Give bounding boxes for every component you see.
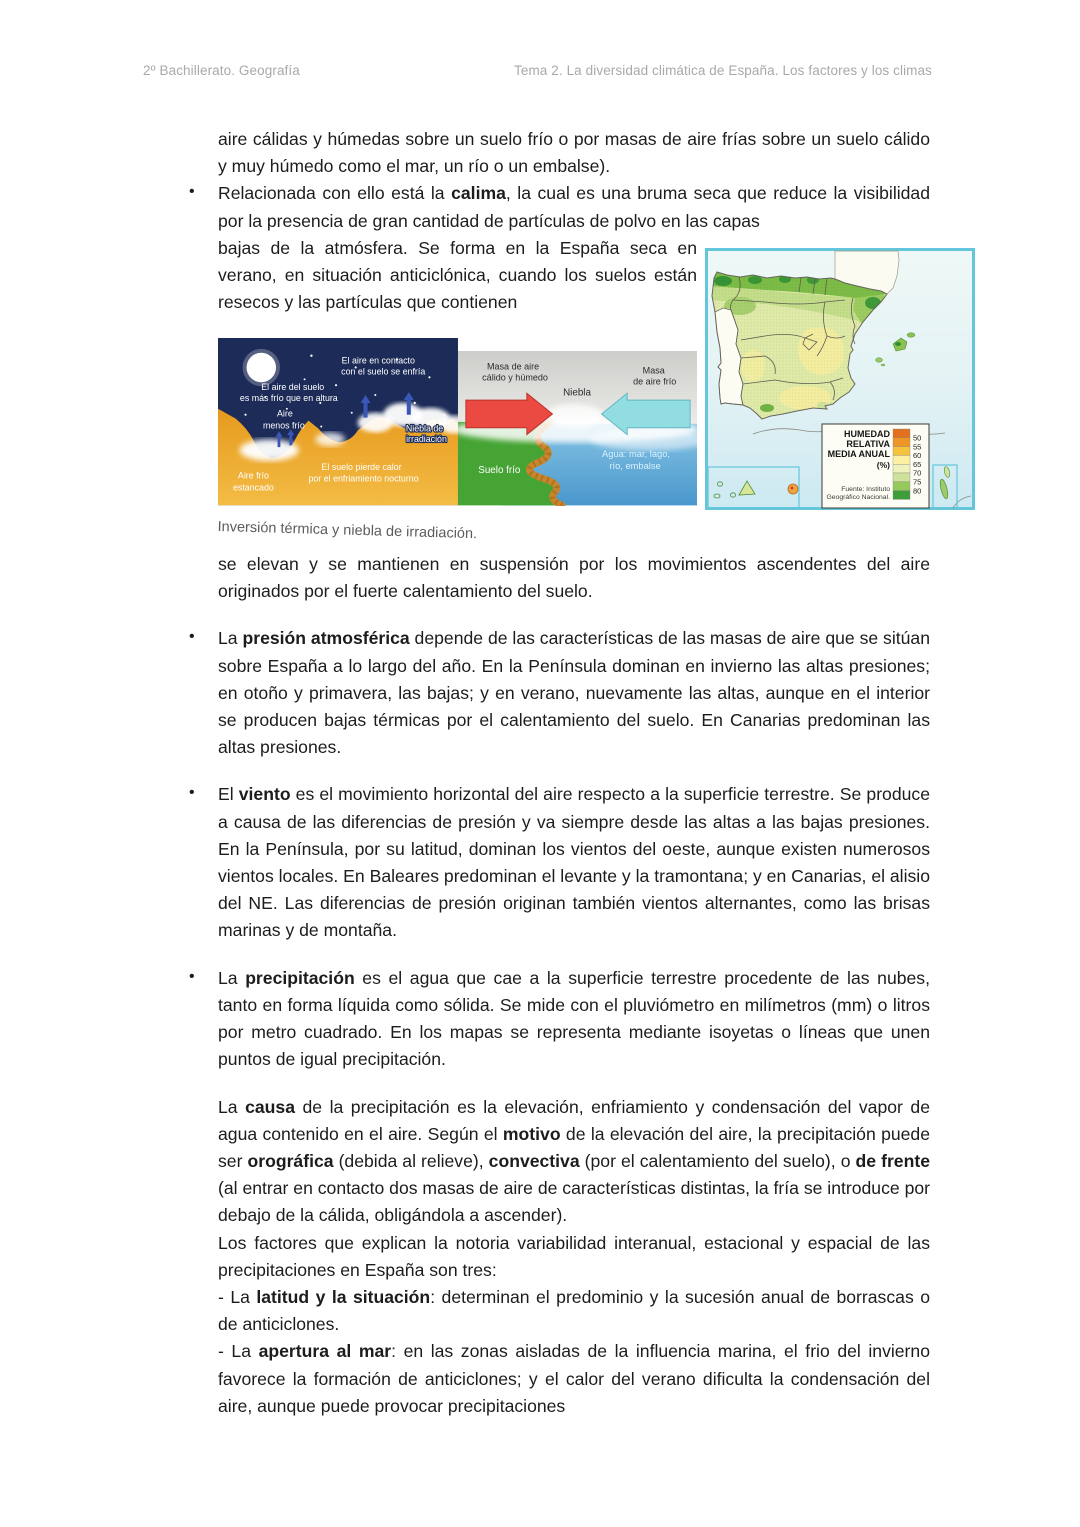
label-cold-2: estancado [233,482,274,493]
diagram-row [218,338,697,505]
svg-text:55: 55 [913,442,922,452]
bullet-viento [189,781,930,944]
legend-source-line2: Geográfico Nacional. [826,493,890,501]
label-cold-2: de aire frío [633,376,677,387]
header-left: 2º Bachillerato. Geografía [143,63,300,78]
spain-humidity-map [705,248,975,510]
svg-text:50: 50 [913,433,922,443]
document-body [189,126,930,1420]
factor-latitud: - La latitud y la situación: determinan el predominio y la sucesión anual de borrascas o de anticiclones. [218,1286,930,1335]
bullet-precipitacion [189,965,930,1074]
page-header [143,63,932,78]
label-less-2: menos frío [263,420,305,431]
bullet-calima [189,180,930,605]
label-soil-1: El suelo pierde calor [321,462,402,473]
label-suelo-frio: Suelo frío [478,465,521,477]
inversion-figure [218,338,458,505]
label-niebla: Niebla [563,387,591,399]
label-sky-2: con el suelo se enfría [341,366,426,377]
presion-text: La presión atmosférica depende de las características de las masas de aire que se sitúan sobre España a lo largo del año. En la Península dominan en invierno las altas presiones; en otoño y primavera, las bajas; y en verano, nuevamente las altas, aunque en el interior se producen bajas térmicas por el calentamiento del suelo. En Canarias predominan las altas presiones. [218,628,930,758]
thermal-inversion-diagram [218,338,458,505]
svg-text:80: 80 [913,486,922,496]
legend-title-line2: RELATIVA [846,438,890,449]
legend-source-line1: Fuente: Instituto [841,485,890,493]
legend-color-ramp [893,429,910,499]
water-labels [602,450,670,472]
map-legend [822,424,929,508]
bullet-presion [189,625,930,761]
label-air-1: El aire del suelo [261,382,325,393]
label-agua-1: Agua: mar, lago, [602,449,670,460]
calima-text-1: Relacionada con ello está la calima, la cual es una bruma seca que reduce la visibilidad por la presencia de gran cantidad de partículas de polvo en las capas [218,183,930,231]
header-right: Tema 2. La diversidad climática de España. Los factores y los climas [514,63,932,78]
label-cold-1: Masa [642,366,665,377]
label-agua-2: río, embalse [609,461,661,472]
bullet-marker: • [189,628,195,646]
svg-text:75: 75 [913,477,922,487]
bullet-marker: • [189,183,195,201]
precipitacion-text: La precipitación es el agua que cae a la superficie terrestre procedente de las nubes, tanto en forma líquida como sólida. Se mide con el pluviómetro en milímetros (mm) o litros por metro cuadrado. En los mapas se representa mediante isoyetas o líneas que unen puntos de igual precipitación. [218,967,930,1070]
label-sky-1: El aire en contacto [341,355,415,366]
legend-title-line1: HUMEDAD [844,428,890,439]
legend-values [913,433,921,495]
legend-title-line3: MEDIA ANUAL [827,448,890,459]
label-cold-1: Aire frío [237,471,269,482]
label-less-1: Aire [277,409,293,420]
label-air-2: es más frío que en altura [239,393,338,404]
bullet-marker: • [189,784,195,802]
calima-continuation: se elevan y se mantienen en suspensión por los movimientos ascendentes del aire originados por el fuerte calentamiento del suelo. [218,554,930,602]
moon-icon [247,353,277,383]
svg-text:65: 65 [913,459,922,469]
legend-unit: (%) [876,459,890,470]
advection-fog-figure [458,351,697,505]
calima-text-2: bajas de la atmósfera. Se forma en la España seca en verano, en situación anticiclónica, cuando los suelos están resecos y las partículas que contienen [218,237,697,313]
calima-wrap [218,235,930,541]
svg-text:70: 70 [913,468,922,478]
label-fog-1: Niebla de [405,423,444,434]
factor-apertura: - La apertura al mar: en las zonas aisladas de la influencia marina, el frio del invierno favorece la formación de anticiclones; y el calor del verano dificulta la condensación del aire, aunque puede provocar precipitaciones [218,1341,930,1416]
causa-paragraph: La causa de la precipitación es la elevación, enfriamiento y condensación del vapor de agua contenido en el aire. Según el motivo de la elevación del aire, la precipitación puede ser orográfica (debida al relieve), convectiva (por el calentamiento del suelo), o de frente (al entrar en contacto dos masas de aire de características distintas, la fría se introduce por debajo de la cálida, obligándola a ascender). [218,1096,930,1226]
viento-text: El viento es el movimiento horizontal del aire respecto a la superficie terrestre. Se produce a causa de las diferencias de presión y va siempre desde las altas a las bajas presiones. En la Península, por su latitud, dominan los vientos del oeste, aunque existen numerosos vientos locales. En Baleares predominan el levante y la tramontana; y en Canarias, el alisio del NE. Las diferencias de presión originan también vientos alternantes, como las brisas marinas y de montaña. [218,784,930,941]
factores-intro: Los factores que explican la notoria variabilidad interanual, estacional y espacial de las precipitaciones en España son tres: [218,1232,930,1280]
label-soil-2: por el enfriamiento nocturno [308,474,419,485]
label-warm-1: Masa de aire [486,362,540,373]
label-warm-2: cálido y húmedo [482,372,548,383]
humidity-map-figure [705,248,975,510]
label-fog-2: irradiación [406,434,447,445]
advection-fog-diagram [458,351,697,505]
bullet-marker: • [189,967,195,985]
figure-caption: Inversión térmica y niebla de irradiación. [217,518,478,543]
intro-paragraph: aire cálidas y húmedas sobre un suelo frío o por masas de aire frías sobre un suelo cálido y muy húmedo como el mar, un río o un embalse). [218,129,930,177]
svg-text:60: 60 [913,450,922,460]
